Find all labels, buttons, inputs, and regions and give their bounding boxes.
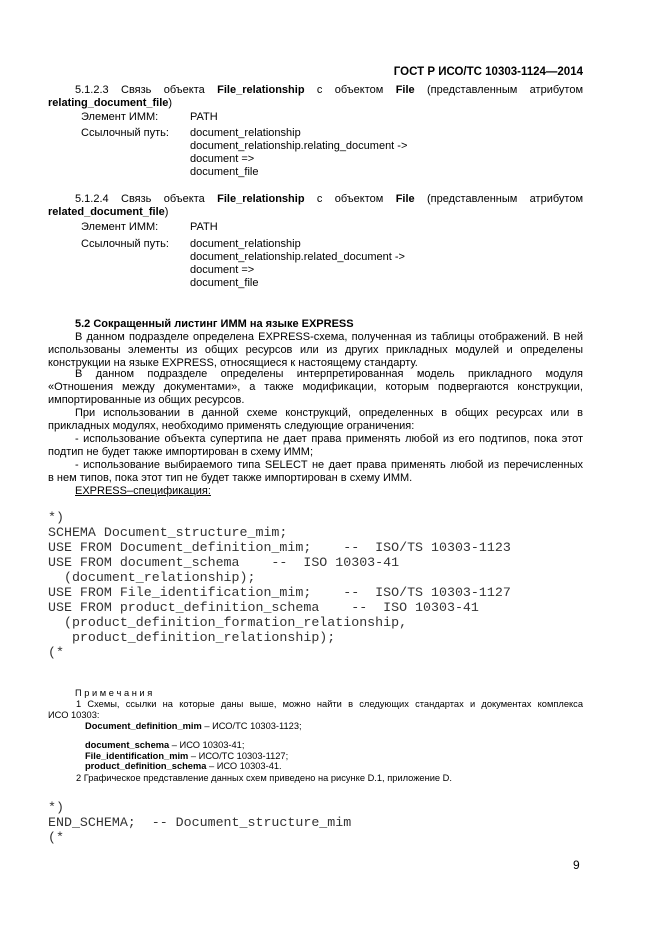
path-line: document_relationship [190,238,301,250]
mim-element-label: Элемент ИММ: [81,111,159,123]
code-line: USE FROM product_definition_schema -- ISO 10303-41 [48,600,479,615]
schema-name: product_definition_schema [85,761,207,771]
text-line: в нем типов, пока этот тип не будет также импортирован в схему ИММ. [48,472,413,484]
path-line: document_file [190,277,259,289]
note-1 [48,699,583,721]
mim-element-label: Элемент ИММ: [81,221,159,233]
clause-tail: (представленным атрибутом [414,193,584,205]
code-line: (* [48,645,64,660]
attribute-name: related_document_file [48,206,165,218]
path-line: document => [190,264,255,276]
entity-name: File_relationship [217,84,305,96]
clause-lead: 5.1.2.3 Связь объекта [75,84,218,96]
bullet-1 [48,433,583,459]
express-code-block [48,510,511,660]
text-line: - использование выбираемого типа SELECT не дает права применять любой из перечисленных [75,459,583,471]
code-line: END_SCHEMA; -- Document_structure_mim [48,815,352,830]
code-line: SCHEMA Document_structure_mim; [48,525,288,540]
schema-name: File_identification_mim [85,751,189,761]
standard-ref: – ИСО/ТС 10303-1123; [201,721,302,731]
paragraph-2 [48,368,583,407]
reference-path [190,127,407,179]
clause-mid: с объектом [304,193,396,205]
text-line: В данном подразделе определены интерпретированная модель прикладного модуля [75,368,583,380]
reference-path [190,238,405,290]
paragraph-1 [48,331,583,370]
path-line: document_relationship.related_document -> [190,251,405,263]
text-line: подтип не будет также импортирован в схему ИММ; [48,446,313,458]
code-line: *) [48,800,64,815]
notes-title: П р и м е ч а н и я [75,688,153,698]
clause-tail: (представленным атрибутом [414,84,584,96]
path-line: document_relationship [190,127,301,139]
bullet-2 [48,459,583,485]
note-2: 2 Графическое представление данных схем приведено на рисунке D.1, приложение D. [76,773,452,783]
clause-5123-heading [48,84,583,97]
path-line: document => [190,153,255,165]
code-line: USE FROM document_schema -- ISO 10303-41 [48,555,400,570]
section-heading: 5.2 Сокращенный листинг ИММ на языке EXPRESS [75,318,354,330]
path-line: document_file [190,166,259,178]
code-line: (* [48,830,64,845]
express-code-end-block [48,800,351,845]
mim-element-value: PATH [190,111,218,123]
text-line: прикладных модулях, необходимо применять следующие ограничения: [48,420,415,432]
code-line: (document_relationship); [48,570,256,585]
mim-element-value: PATH [190,221,218,233]
underlined-label: EXPRESS–спецификация: [75,485,211,497]
text-line: 1 Схемы, ссылки на которые даны выше, можно найти в следующих стандартах и документах комплекса [76,699,583,709]
code-line: USE FROM Document_definition_mim; -- ISO/TS 10303-1123 [48,540,511,555]
paren: ) [168,97,173,109]
text-line: ИСО 10303: [48,710,100,720]
note-ref [85,740,244,751]
note-ref [85,721,302,732]
code-line: *) [48,510,64,525]
standard-header: ГОСТ Р ИСО/ТС 10303-1124—2014 [393,66,583,78]
clause-5124-heading [48,193,583,206]
clause-mid: с объектом [304,84,396,96]
clause-5124-attr [48,206,168,219]
text-line: В данном подразделе определена EXPRESS-схема, полученная из таблицы отображений. В ней [75,331,583,343]
paren: ) [164,206,169,218]
reference-path-label: Ссылочный путь: [81,238,169,250]
code-line: (product_definition_formation_relationship, [48,615,408,630]
attribute-name: relating_document_file [48,97,169,109]
path-line: document_relationship.relating_document -> [190,140,408,152]
code-line: USE FROM File_identification_mim; -- ISO/TS 10303-1127 [48,585,511,600]
entity-name: File_relationship [217,193,305,205]
standard-ref: – ИСО 10303-41; [169,740,245,750]
schema-name: document_schema [85,740,170,750]
reference-path-label: Ссылочный путь: [81,127,169,139]
clause-lead: 5.1.2.4 Связь объекта [75,193,218,205]
text-line: использованы элементы из общих ресурсов или из других прикладных модулей и определены [48,344,583,356]
standard-ref: – ИСО 10303-41. [206,761,282,771]
entity-name: File [395,84,415,96]
paragraph-3 [48,407,583,433]
standard-ref: – ИСО/ТС 10303-1127; [188,751,289,761]
express-spec-label [75,485,211,498]
code-line: product_definition_relationship); [48,630,336,645]
clause-5123-attr [48,97,172,110]
note-ref [85,761,282,772]
text-line: конструкции на языке EXPRESS, относящиеся к настоящему стандарту. [48,357,418,369]
text-line: импортированные из общих ресурсов. [48,394,245,406]
text-line: При использовании в данной схеме конструкций, определенных в общих ресурсах или в [75,407,583,419]
text-line: «Отношения между документами», а также модификации, которым подвергаются конструкции, [48,381,583,393]
page-number: 9 [573,858,580,872]
text-line: - использование объекта супертипа не дает права применять любой из его подтипов, пока этот [75,433,583,445]
schema-name: Document_definition_mim [85,721,202,731]
entity-name: File [395,193,415,205]
